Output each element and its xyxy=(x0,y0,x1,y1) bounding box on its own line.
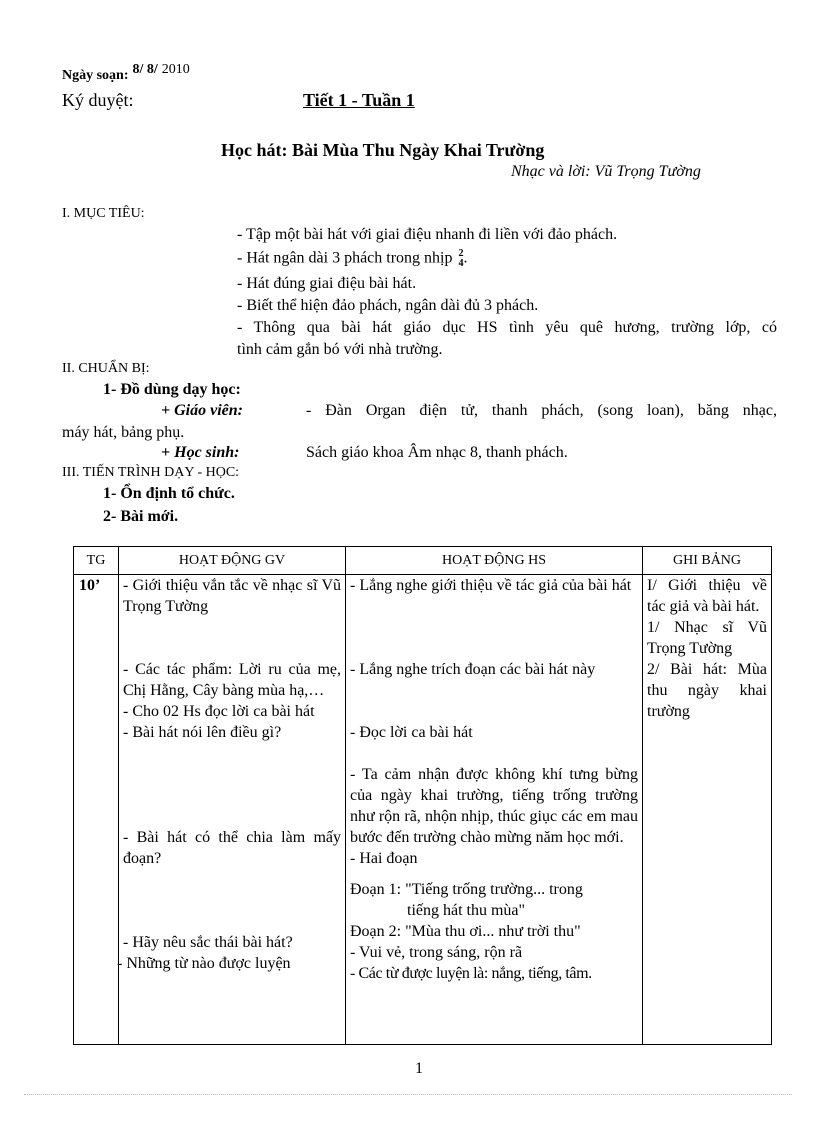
lesson-table xyxy=(73,546,772,1045)
objective-3: - Hát đúng giai điệu bài hát. xyxy=(237,275,417,292)
step-1: 1- Ổn định tổ chức. xyxy=(103,485,235,502)
hs-item: - Vui vẻ, trong sáng, rộn rã xyxy=(350,944,523,961)
objective-4: - Biết thể hiện đảo phách, ngân dài đủ 3 phách. xyxy=(237,297,539,314)
gv-item: - Giới thiệu vắn tắc về nhạc sĩ Vũ Trọng Tường xyxy=(123,577,341,615)
time-cell: 10’ xyxy=(74,575,119,1045)
gv-item: - Bài hát nói lên điều gì? xyxy=(123,724,282,741)
header-note: GHI BẢNG xyxy=(643,547,772,575)
student-label: + Học sinh: xyxy=(161,444,240,461)
time-sig-bottom: 4 xyxy=(458,258,464,269)
section2-heading: II. CHUẨN BỊ: xyxy=(62,361,150,376)
prep-subheading: 1- Đồ dùng dạy học: xyxy=(103,381,241,398)
gv-item: - Hãy nêu sắc thái bài hát? xyxy=(123,934,293,951)
objective-5: - Thông qua bài hát giáo dục HS tình yêu quê hương, trường lớp, có xyxy=(237,319,777,336)
hs-item: - Ta cảm nhận được không khí tưng bừng của ngày khai trường, tiếng trống trường như rộn rã, nhộn nhịp, thúc giục các em mau bước đến trường chào mừng năm học mới. xyxy=(350,766,638,846)
header-gv: HOẠT ĐỘNG GV xyxy=(119,547,346,575)
gv-item: - Cho 02 Hs đọc lời ca bài hát xyxy=(123,703,315,720)
hs-item: - Hai đoạn xyxy=(350,850,418,867)
hs-item: Đoạn 1: "Tiếng trống trường... trong xyxy=(350,881,583,898)
date-value: 8/ 8/ xyxy=(132,62,158,77)
objective-2: - Hát ngân dài 3 phách trong nhịp 2 4 . xyxy=(237,248,468,269)
note-cell xyxy=(643,575,772,1045)
table-header-row xyxy=(74,547,772,575)
hs-item: tiếng hát thu mùa" xyxy=(407,902,526,919)
author-credit: Nhạc và lời: Vũ Trọng Tường xyxy=(511,163,701,180)
gv-item: - Các tác phẩm: Lời ru của mẹ, Chị Hằng, Cây bàng mùa hạ,… xyxy=(123,661,341,699)
time-sig-top: 2 xyxy=(458,248,464,259)
gv-item: - Bài hát có thể chia làm mấy đoạn? xyxy=(123,829,341,867)
date-label: Ngày soạn: xyxy=(62,68,129,83)
table-row xyxy=(74,575,772,1045)
page-divider xyxy=(24,1094,792,1095)
step-2: 2- Bài mới. xyxy=(103,508,179,525)
gv-item: - Những từ nào được luyện xyxy=(117,955,291,972)
teacher-label: + Giáo viên: xyxy=(161,402,243,419)
approve-label: Ký duyệt: xyxy=(62,90,134,110)
note-item: 1/ Nhạc sĩ Vũ Trọng Tường xyxy=(647,619,767,657)
header-tg: TG xyxy=(74,547,119,575)
hs-item: - Đọc lời ca bài hát xyxy=(350,724,473,741)
section1-heading: I. MỤC TIÊU: xyxy=(62,206,145,221)
note-item: I/ Giới thiệu về tác giả và bài hát. xyxy=(647,577,767,615)
note-item: 2/ Bài hát: Mùa thu ngày khai trường xyxy=(647,661,767,720)
date-line xyxy=(62,62,190,84)
hs-cell xyxy=(346,575,643,1045)
hs-item: - Các từ được luyện là: nắng, tiếng, tâm. xyxy=(350,965,592,982)
section3-heading: III. TIẾN TRÌNH DẠY - HỌC: xyxy=(62,465,240,480)
objective-5-cont: tình cảm gắn bó với nhà trường. xyxy=(237,341,443,358)
teacher-text-cont: máy hát, bảng phụ. xyxy=(62,424,185,441)
hs-item: Đoạn 2: "Mùa thu ơi... như trời thu" xyxy=(350,923,581,940)
gv-cell xyxy=(119,575,346,1045)
student-text: Sách giáo khoa Âm nhạc 8, thanh phách. xyxy=(306,444,568,461)
date-year: 2010 xyxy=(161,62,190,77)
lesson-title: Tiết 1 - Tuần 1 xyxy=(303,90,415,110)
header-hs: HOẠT ĐỘNG HS xyxy=(346,547,643,575)
page-number: 1 xyxy=(415,1060,423,1077)
hs-item: - Lắng nghe trích đoạn các bài hát này xyxy=(350,661,596,678)
page-title: Học hát: Bài Mùa Thu Ngày Khai Trường xyxy=(221,140,545,160)
hs-item: - Lắng nghe giới thiệu về tác giả của bài hát xyxy=(350,577,632,594)
objective-2-text: - Hát ngân dài 3 phách trong nhịp xyxy=(237,249,453,267)
teacher-text: - Đàn Organ điện tử, thanh phách, (song loan), băng nhạc, xyxy=(306,402,777,419)
time-signature xyxy=(459,249,464,269)
objective-1: - Tập một bài hát với giai điệu nhanh đi liền với đảo phách. xyxy=(237,226,618,243)
